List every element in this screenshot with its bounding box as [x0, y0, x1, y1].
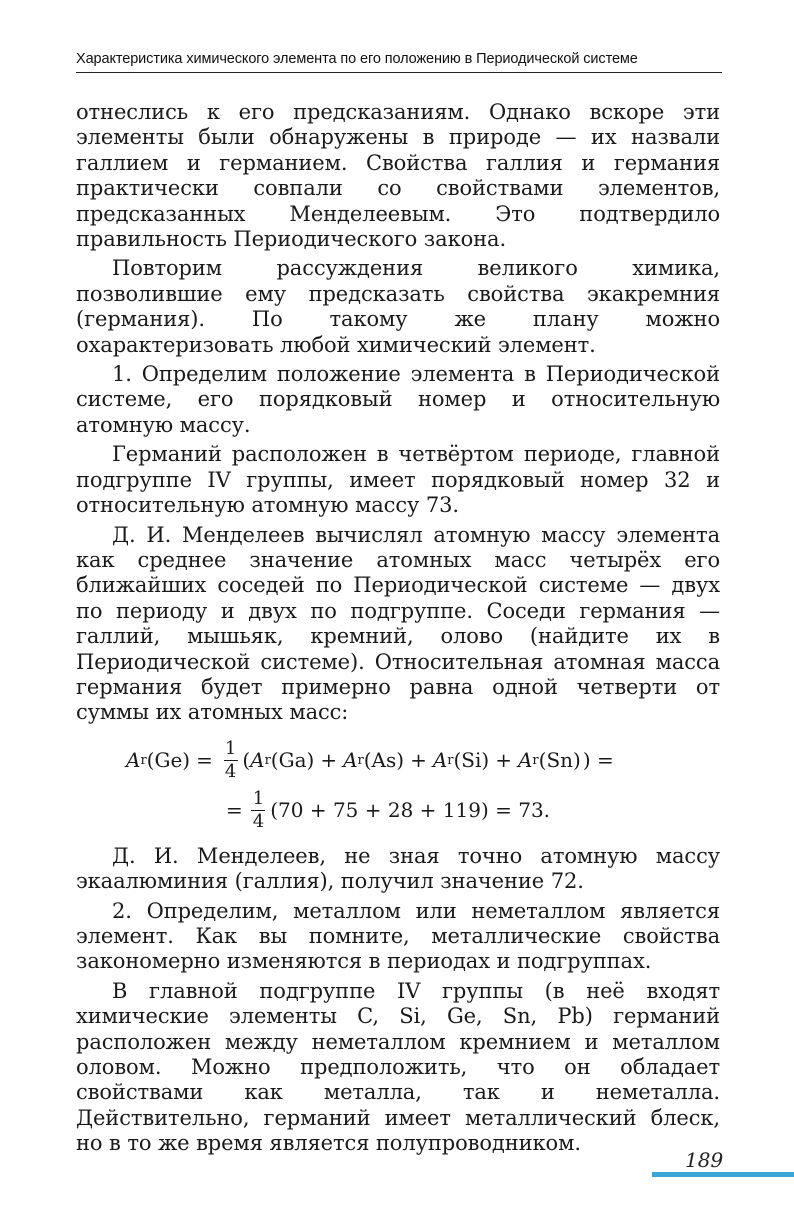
- formula-ar-symbol: A: [126, 748, 141, 773]
- paragraph-2: Повторим рассуждения великого химика, позволившие ему предсказать свойства экакремния (германия). По такому же плану можно охарактеризовать любой химический элемент.: [76, 256, 720, 357]
- formula-equals: =: [226, 798, 243, 823]
- paragraph-8: В главной подгруппе IV группы (в неё входят химические элементы C, Si, Ge, Sn, Pb) германий расположен между неметаллом кремнием и металлом оловом. Можно предположить, что он обладает свойствами как металла, так и неметалла. Действительно, германий имеет металлический блеск, но в то же время является полупроводником.: [76, 978, 720, 1156]
- paragraph-5: Д. И. Менделеев вычислял атомную массу элемента как среднее значение атомных масс четырёх его ближайших соседей по Периодической системе — двух по периоду и двух по подгруппе. Соседи германия — галлий, мышьяк, кремний, олово (найдите их в Периодической системе). Относительная атомная масса германия будет примерно равна одной четверти от суммы их атомных масс:: [76, 522, 720, 725]
- formula-fraction: [223, 737, 238, 783]
- formula-as: (As): [363, 748, 405, 773]
- paragraph-1: отнеслись к его предсказаниям. Однако вскоре эти элементы были обнаружены в природе — их назвали галлием и германием. Свойства галлия и германия практически совпали со свойствами элементов, предсказанных Менделеевым. Это подтвердило правильность Периодического закона.: [76, 100, 720, 252]
- fraction-numerator: 1: [252, 787, 265, 809]
- page-number: 189: [685, 1148, 724, 1172]
- running-head: Характеристика химического элемента по его положению в Периодической системе: [76, 51, 638, 67]
- formula-equals: =: [196, 748, 213, 773]
- formula-subscript: r: [447, 752, 454, 768]
- fraction-denominator: 4: [224, 761, 237, 783]
- page-accent-bar: [652, 1172, 794, 1177]
- header-rule: [76, 72, 722, 73]
- formula-ar-symbol: A: [343, 748, 358, 773]
- formula-sn: (Sn): [538, 748, 581, 773]
- formula-subscript: r: [532, 752, 539, 768]
- formula-subscript: r: [357, 752, 364, 768]
- formula-plus: +: [320, 748, 338, 773]
- formula-ga: (Ga): [270, 748, 315, 773]
- formula-ge: (Ge): [146, 748, 191, 773]
- paragraph-6: Д. И. Менделеев, не зная точно атомную массу экаалюминия (галлия), получил значение 72.: [76, 843, 720, 894]
- formula-fraction: [251, 787, 266, 833]
- formula-close: ) =: [582, 748, 614, 773]
- formula-sum: (70 + 75 + 28 + 119) = 73.: [270, 798, 551, 823]
- paragraph-3: 1. Определим положение элемента в Периодической системе, его порядковый номер и относительную атомную массу.: [76, 362, 720, 437]
- formula-subscript: r: [264, 752, 271, 768]
- page-body: [76, 100, 720, 1157]
- formula-plus: +: [495, 748, 512, 773]
- formula-open-paren: (: [242, 748, 251, 773]
- formula-ar-symbol: A: [250, 748, 265, 773]
- paragraph-7: 2. Определим, металлом или неметаллом является элемент. Как вы помните, металлические свойства закономерно изменяются в периодах и подгруппах.: [76, 898, 720, 974]
- fraction-denominator: 4: [252, 811, 265, 833]
- formula-si: (Si): [453, 748, 490, 773]
- formula-subscript: r: [140, 752, 147, 768]
- formula-ar-symbol: A: [517, 748, 533, 773]
- formula-ar-symbol: A: [432, 748, 448, 773]
- atomic-mass-formula: [76, 737, 720, 836]
- formula-line-2: [226, 787, 551, 833]
- formula-plus: +: [410, 748, 427, 773]
- formula-line-1: [126, 737, 614, 783]
- fraction-numerator: 1: [224, 737, 237, 759]
- paragraph-4: Германий расположен в четвёртом периоде, главной подгруппе IV группы, имеет порядковый номер 32 и относительную атомную массу 73.: [76, 442, 720, 518]
